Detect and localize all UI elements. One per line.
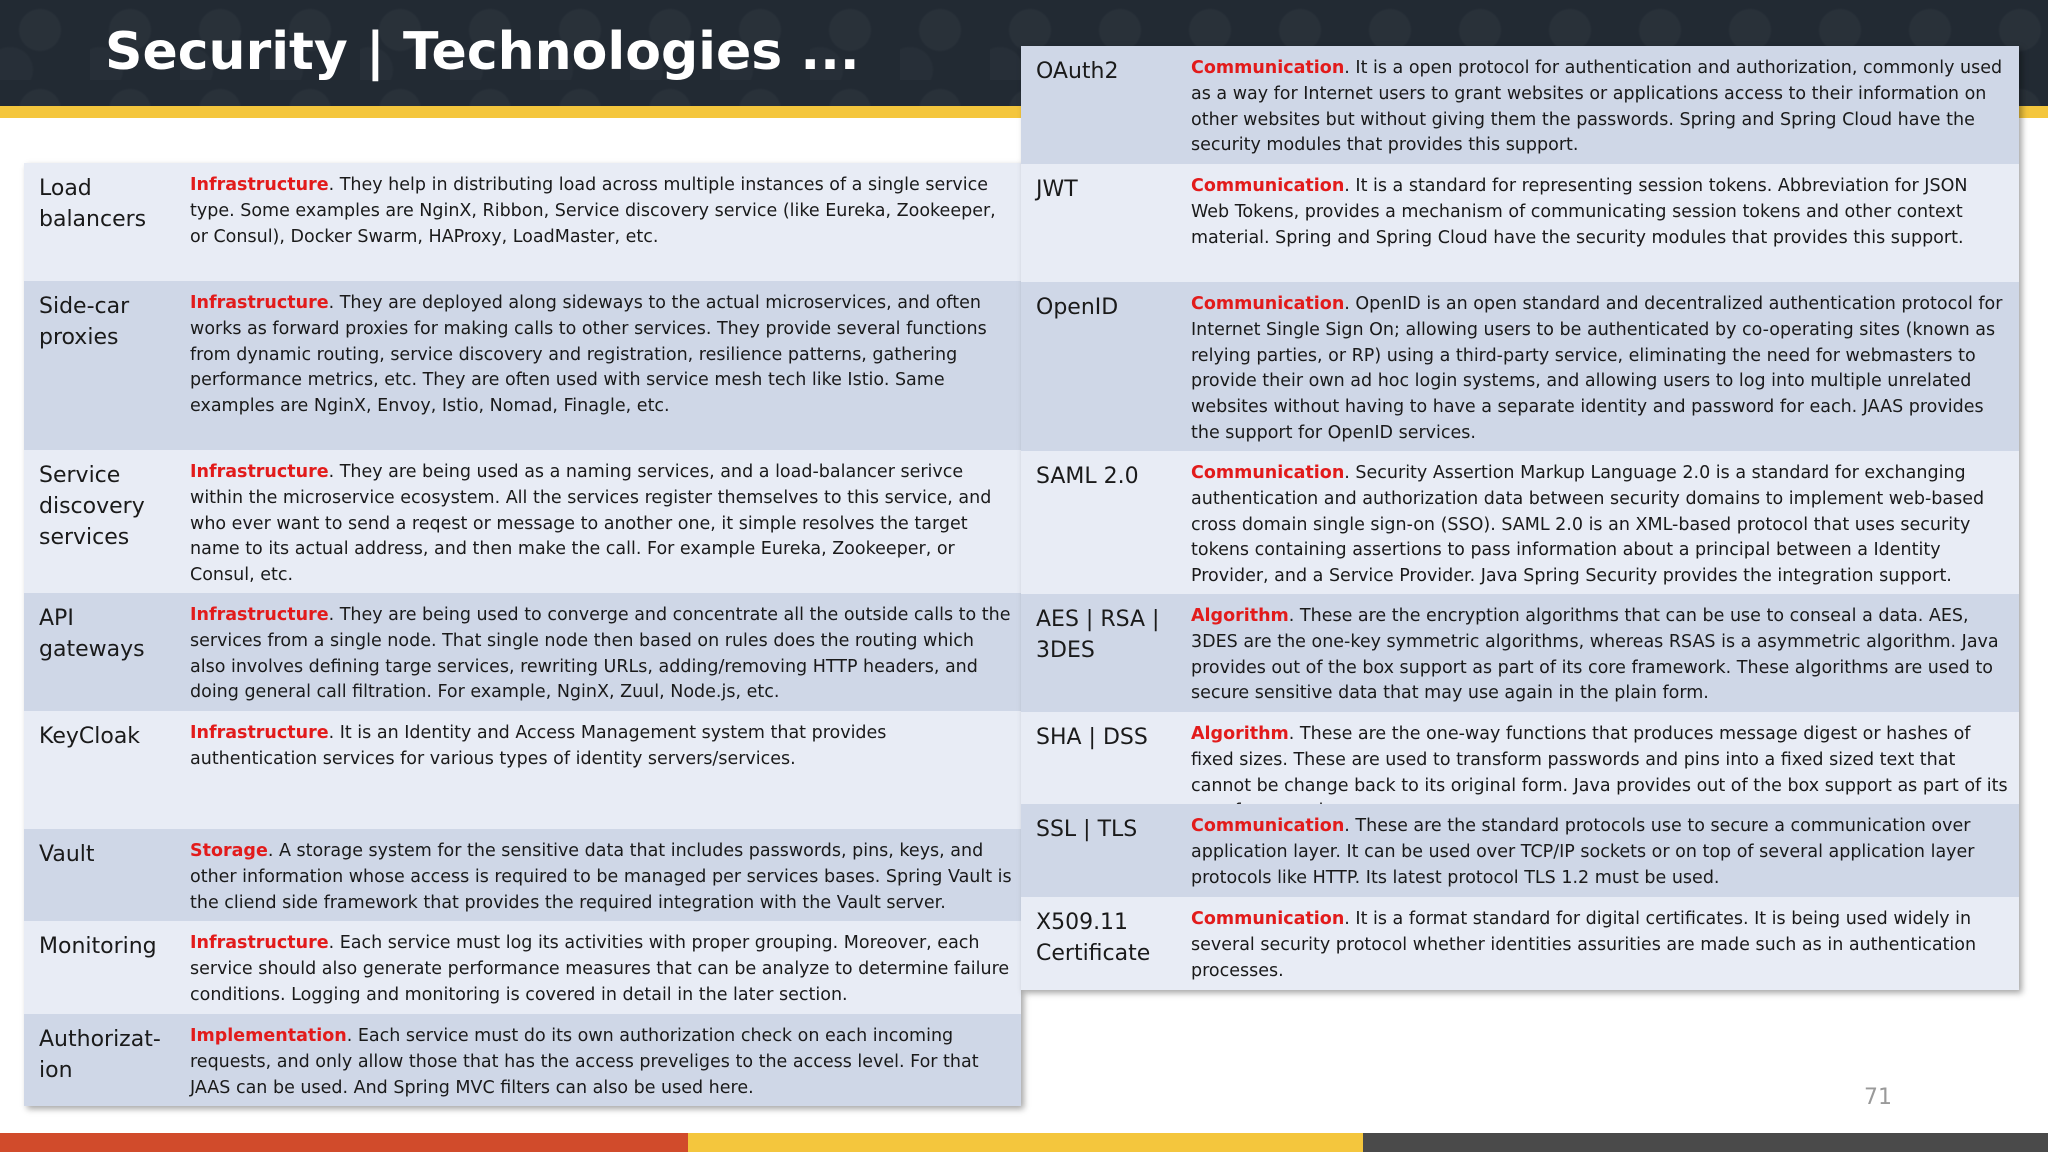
row-description bbox=[1191, 56, 2009, 159]
row-text: . It is a standard for representing session tokens. Abbreviation for JSON Web Tokens, provides a mechanism of communicating session tokens and other context material. Spring and Spring Cloud have the security modules that provides this support. bbox=[1191, 176, 1968, 248]
row-text: . These are the one-way functions that produces message digest or hashes of fixed sizes. These are used to transform passwords and pins into a fixed sized text that cannot be change back to its original form. Java provides out of the box support as part of its bbox=[1191, 724, 2008, 796]
table-row-monitoring bbox=[24, 921, 1021, 1014]
row-term: SAML 2.0 bbox=[1036, 464, 1139, 489]
row-category: Algorithm bbox=[1191, 724, 1289, 744]
row-category: Communication bbox=[1191, 294, 1345, 314]
page-title: Security | Technologies ... bbox=[105, 22, 860, 82]
row-description bbox=[190, 839, 1013, 916]
table-row-x509-11-certificate bbox=[1021, 897, 2019, 990]
row-term: SHA | DSS bbox=[1036, 725, 1148, 750]
row-text: . Each service must log its activities with proper grouping. Moreover, each service should also generate performance measures that can be analyze to determine failure conditions. Logging and monitoring is covered in detail in the later section. bbox=[190, 933, 1010, 1005]
row-term: Vault bbox=[39, 842, 95, 867]
table-row-api-gateways bbox=[24, 593, 1021, 711]
table-row-keycloak bbox=[24, 711, 1021, 829]
row-category: Infrastructure bbox=[190, 175, 329, 195]
row-text: . Each service must do its own authorization check on each incoming requests, and only allow those that has the access preveliges to the access level. For that JAAS can be used. And Spring MVC filters can also be used here. bbox=[190, 1026, 979, 1098]
row-description bbox=[190, 291, 1013, 420]
footer-bar-yellow bbox=[688, 1133, 1363, 1152]
footer-bar-red bbox=[0, 1133, 688, 1152]
left-technology-table bbox=[24, 163, 1021, 1106]
table-row-vault bbox=[24, 829, 1021, 921]
row-term: Monitoring bbox=[39, 934, 157, 959]
row-text: . These are the standard protocols use to secure a communication over application layer. It can be used over TCP/IP sockets or on top of several application layer protocols like HTTP. Its latest protocol TLS 1.2 must be used. bbox=[1191, 816, 1975, 888]
row-term: Load balancers bbox=[39, 176, 147, 232]
table-row-load-balancers bbox=[24, 163, 1021, 281]
row-term: API gateways bbox=[39, 606, 145, 662]
row-category: Communication bbox=[1191, 58, 1345, 78]
row-term: KeyCloak bbox=[39, 724, 141, 749]
row-description bbox=[190, 603, 1013, 706]
row-term: X509.11 Certificate bbox=[1036, 910, 1151, 966]
table-row-saml-2-0 bbox=[1021, 451, 2019, 594]
table-row-oauth2 bbox=[1021, 46, 2019, 164]
row-description bbox=[1191, 907, 2009, 984]
row-category: Infrastructure bbox=[190, 293, 329, 313]
page-number: 71 bbox=[1864, 1085, 1892, 1110]
table-row-service-discovery-services bbox=[24, 450, 1021, 593]
row-text: . These are the encryption algorithms that can be use to conseal a data. AES, 3DES are the one-key symmetric algorithms, whereas RSAS is a asymmetric algorithm. Java provides out of the box support as part of its core framework. These algorithms are used to secure sensitive data that may use again in the plain form. bbox=[1191, 606, 1999, 704]
row-category: Storage bbox=[190, 841, 268, 861]
row-text: . A storage system for the sensitive data that includes passwords, pins, keys, and other information whose access is required to be managed per services bases. Spring Vault is the cliend side framework that provides the required integration with the Vault server. bbox=[190, 841, 1012, 913]
row-text: . It is a open protocol for authentication and authorization, commonly used as a way for Internet users to grant websites or applications access to their information on other websites but without giving them the passwords. Spring and Spring Cloud have the security modules that provides this support. bbox=[1191, 58, 2003, 156]
row-text: . They are being used to converge and concentrate all the outside calls to the services from a single node. That single node then based on rules does the routing which also involves defining targe services, rewriting URLs, adding/removing HTTP headers, and doing general call filtration. For example, NginX, Zuul, Node.js, etc. bbox=[190, 605, 1011, 703]
row-description bbox=[1191, 814, 2009, 891]
row-term: SSL | TLS bbox=[1036, 817, 1138, 842]
row-category: Communication bbox=[1191, 909, 1345, 929]
table-row-authorizat-ion bbox=[24, 1014, 1021, 1106]
row-description bbox=[1191, 292, 2009, 447]
row-text: . They are being used as a naming services, and a load-balancer serivce within the microservice ecosystem. All the services register themselves to this service, and who ever want to send a reqest or message to another one, it simple resolves the target name to its actual address, and then make the call. For example Eureka, Zookeeper, or Consul, etc. bbox=[190, 462, 992, 586]
row-description bbox=[190, 721, 1013, 773]
row-category: Communication bbox=[1191, 463, 1345, 483]
row-term: OpenID bbox=[1036, 295, 1119, 320]
row-text: . They are deployed along sideways to the actual microservices, and often works as forward proxies for making calls to other services. They provide several functions from dynamic routing, service discovery and registration, resilience patterns, gathering performance metrics, etc. They are often used with service mesh tech like Istio. Same examples are NginX, Envoy, Istio, Nomad, Finagle, etc. bbox=[190, 293, 987, 417]
row-category: Communication bbox=[1191, 816, 1345, 836]
row-description bbox=[1191, 604, 2009, 707]
row-term: AES | RSA | 3DES bbox=[1036, 607, 1160, 663]
row-term: Side-car proxies bbox=[39, 294, 130, 350]
row-category: Communication bbox=[1191, 176, 1345, 196]
table-row-ssl-tls bbox=[1021, 804, 2019, 897]
row-term: OAuth2 bbox=[1036, 59, 1119, 84]
footer-bar-gray bbox=[1363, 1133, 2048, 1152]
row-term: Service discovery services bbox=[39, 463, 145, 550]
row-text: . It is an Identity and Access Management system that provides authentication services for various types of identity servers/services. bbox=[190, 723, 887, 769]
table-row-aes-rsa-3des bbox=[1021, 594, 2019, 712]
table-row-openid bbox=[1021, 282, 2019, 451]
row-term: Authorizat-ion bbox=[39, 1027, 161, 1083]
row-category: Infrastructure bbox=[190, 933, 329, 953]
row-description bbox=[190, 460, 1013, 589]
row-text: . Security Assertion Markup Language 2.0 is a standard for exchanging authentication and authorization data between security domains to implement web-based cross domain single sign-on (SSO). SAML 2.0 is an XML-based protocol that uses security tokens containing assertions to pass information about a principal between a Identity Provider, and a Service Provider. Java Spring Security provides the integration support. bbox=[1191, 463, 1985, 587]
row-text: . It is a format standard for digital certificates. It is being used widely in several security protocol whether identities assurities are made such as in authentication processes. bbox=[1191, 909, 1977, 981]
row-description bbox=[1191, 461, 2009, 590]
row-category: Infrastructure bbox=[190, 462, 329, 482]
row-description bbox=[190, 1024, 1013, 1101]
row-category: Algorithm bbox=[1191, 606, 1289, 626]
row-term: JWT bbox=[1036, 177, 1078, 202]
row-description bbox=[190, 931, 1013, 1008]
row-category: Infrastructure bbox=[190, 605, 329, 625]
row-category: Infrastructure bbox=[190, 723, 329, 743]
table-row-jwt bbox=[1021, 164, 2019, 282]
table-row-side-car-proxies bbox=[24, 281, 1021, 450]
row-description bbox=[190, 173, 1013, 250]
row-description bbox=[1191, 174, 2009, 251]
right-technology-table bbox=[1021, 46, 2019, 990]
row-category: Implementation bbox=[190, 1026, 347, 1046]
row-text: . They help in distributing load across multiple instances of a single service type. Some examples are NginX, Ribbon, Service discovery service (like Eureka, Zookeeper, or Consul), Docker Swarm, HAProxy, LoadMaster, etc. bbox=[190, 175, 996, 247]
table-row-sha-dss bbox=[1021, 712, 2019, 804]
row-text: . OpenID is an open standard and decentralized authentication protocol for Internet Single Sign On; allowing users to be authenticated by co-operating sites (known as relying parties, or RP) using a third-party service, eliminating the need for webmasters to provide their own ad hoc login systems, and allowing users to log into multiple unrelated websites without having to have a separate identity and password for each. JAAS provides the support for OpenID services. bbox=[1191, 294, 2003, 443]
